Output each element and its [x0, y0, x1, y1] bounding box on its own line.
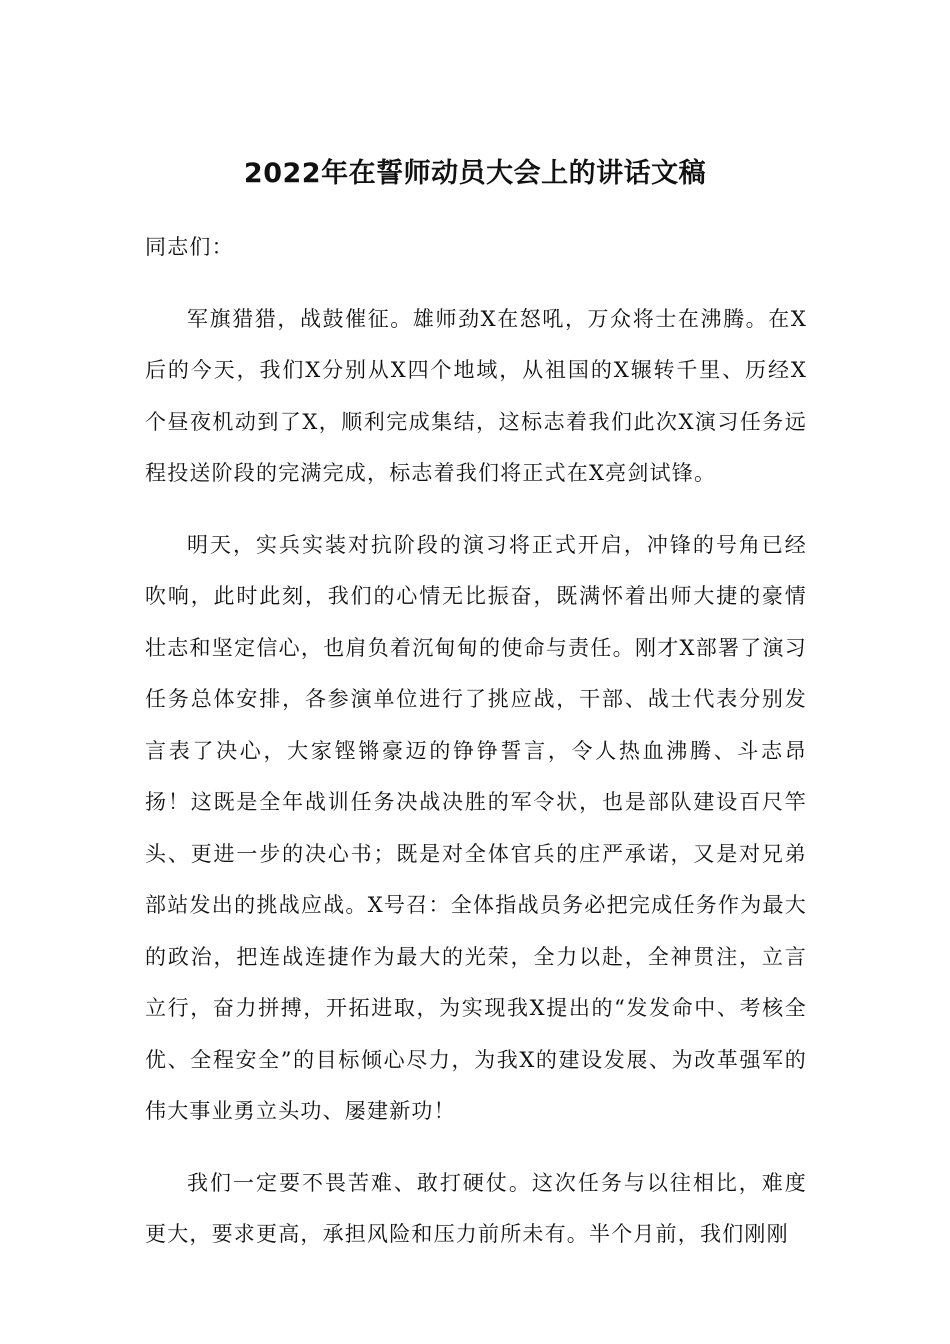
paragraph-3: 我们一定要不畏苦难、敢打硬仗。这次任务与以往相比，难度更大，要求更高，承担风险和压力前所未有。半个月前，我们刚刚	[145, 1170, 807, 1246]
salutation: 同志们：	[145, 235, 234, 259]
document-title: 2022年在誓师动员大会上的讲话文稿	[243, 158, 707, 189]
paragraph-1: 军旗猎猎，战鼓催征。雄师劲X在怒吼，万众将士在沸腾。在X后的今天，我们X分别从X四个地域，从祖国的X辗转千里、历经X个昼夜机动到了X，顺利完成集结，这标志着我们此次X演习任务远程投送阶段的完满完成，标志着我们将正式在X亮剑试锋。	[145, 306, 807, 485]
document-body	[145, 222, 807, 1281]
paragraph-2: 明天，实兵实装对抗阶段的演习将正式开启，冲锋的号角已经吹响，此时此刻，我们的心情无比振奋，既满怀着出师大捷的豪情壮志和坚定信心，也肩负着沉甸甸的使命与责任。刚才X部署了演习任务总体安排，各参演单位进行了挑应战，干部、战士代表分别发言表了决心，大家铿锵豪迈的铮铮誓言，令人热血沸腾、斗志昂扬！这既是全年战训任务决战决胜的军令状，也是部队建设百尺竿头、更进一步的决心书；既是对全体官兵的庄严承诺，又是对兄弟部站发出的挑战应战。X号召：全体指战员务必把完成任务作为最大的政治，把连战连捷作为最大的光荣，全力以赴，全神贯注，立言立行，奋力拼搏，开拓进取，为实现我X提出的“发发命中、考核全优、全程安全”的目标倾心尽力，为我X的建设发展、为改革强军的伟大事业勇立头功、屡建新功！	[145, 532, 807, 1123]
